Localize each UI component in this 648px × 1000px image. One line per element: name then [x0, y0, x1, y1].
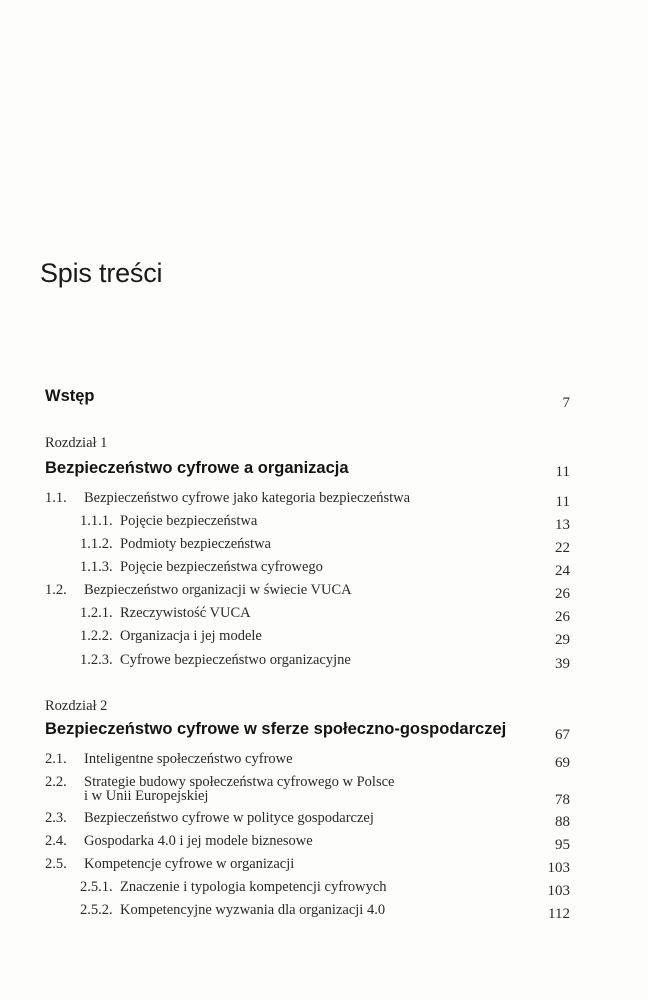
intro-page-number: 7	[562, 395, 570, 411]
toc-entry-number: 1.2.2.	[80, 628, 113, 644]
toc-entry-text[interactable]: Bezpieczeństwo cyfrowe jako kategoria bezpieczeństwa	[84, 490, 411, 506]
toc-entry-number: 2.4.	[45, 833, 67, 849]
toc-entry-page: 13	[555, 517, 570, 533]
toc-entry-number: 1.1.	[45, 490, 67, 506]
toc-entry-page: 11	[555, 494, 570, 510]
chapter1-page-number: 11	[555, 464, 570, 480]
toc-entry-text[interactable]: Znaczenie i typologia kompetencji cyfrowych	[120, 879, 387, 895]
toc-entry-number: 2.1.	[45, 751, 67, 767]
toc-entry-number: 2.3.	[45, 810, 67, 826]
intro-heading[interactable]: Wstęp	[45, 387, 95, 405]
toc-entry-text[interactable]: Cyfrowe bezpieczeństwo organizacyjne	[120, 652, 351, 668]
toc-entry-text[interactable]: Bezpieczeństwo cyfrowe w polityce gospodarczej	[84, 810, 374, 826]
toc-entry-text[interactable]: Podmioty bezpieczeństwa	[120, 536, 271, 552]
toc-entry-text[interactable]: Inteligentne społeczeństwo cyfrowe	[84, 751, 293, 767]
toc-entry-page: 103	[547, 860, 570, 876]
toc-entry-page: 95	[555, 837, 570, 853]
toc-entry-page: 103	[547, 883, 570, 899]
toc-entry-page: 24	[555, 563, 570, 579]
toc-entry-page: 88	[555, 814, 570, 830]
toc-entry-number: 1.2.	[45, 582, 67, 598]
toc-entry-page: 112	[548, 906, 570, 922]
toc-entry-text-continued[interactable]: i w Unii Europejskiej	[84, 788, 209, 804]
toc-entry-text[interactable]: Kompetencje cyfrowe w organizacji	[84, 856, 295, 872]
toc-entry-number: 1.1.3.	[80, 559, 113, 575]
page-title: Spis treści	[40, 258, 163, 288]
toc-entry-number: 2.2.	[45, 774, 67, 790]
toc-entry-page: 69	[555, 755, 570, 771]
toc-entry-text[interactable]: Rzeczywistość VUCA	[120, 605, 251, 621]
toc-entry-number: 2.5.1.	[80, 879, 113, 895]
toc-entry-text[interactable]: Pojęcie bezpieczeństwa cyfrowego	[120, 559, 323, 575]
chapter2-title[interactable]: Bezpieczeństwo cyfrowe w sferze społeczno-gospodarczej	[45, 720, 507, 738]
toc-entry-number: 1.2.3.	[80, 652, 113, 668]
toc-entry-number: 1.2.1.	[80, 605, 113, 621]
toc-entry-number: 1.1.2.	[80, 536, 113, 552]
toc-entry-number: 2.5.	[45, 856, 67, 872]
toc-entry-text[interactable]: Organizacja i jej modele	[120, 628, 262, 644]
toc-entry-text[interactable]: Strategie budowy społeczeństwa cyfrowego w Polsce	[84, 774, 395, 790]
toc-entry-number: 2.5.2.	[80, 902, 113, 918]
toc-entry-text[interactable]: Pojęcie bezpieczeństwa	[120, 513, 258, 529]
toc-entry-text[interactable]: Bezpieczeństwo organizacji w świecie VUCA	[84, 582, 352, 598]
toc-entry-text[interactable]: Gospodarka 4.0 i jej modele biznesowe	[84, 833, 313, 849]
chapter2-page-number: 67	[555, 727, 570, 743]
chapter1-title[interactable]: Bezpieczeństwo cyfrowe a organizacja	[45, 459, 349, 477]
toc-entry-page: 26	[555, 586, 570, 602]
toc-entry-page: 22	[555, 540, 570, 556]
toc-entry-page: 78	[555, 792, 570, 808]
toc-entry-text[interactable]: Kompetencyjne wyzwania dla organizacji 4.0	[120, 902, 386, 918]
toc-entry-number: 1.1.1.	[80, 513, 113, 529]
chapter2-label: Rozdział 2	[45, 698, 108, 714]
toc-entry-page: 29	[555, 632, 570, 648]
chapter1-label: Rozdział 1	[45, 435, 108, 451]
toc-entry-page: 26	[555, 609, 570, 625]
toc-entry-page: 39	[555, 656, 570, 672]
